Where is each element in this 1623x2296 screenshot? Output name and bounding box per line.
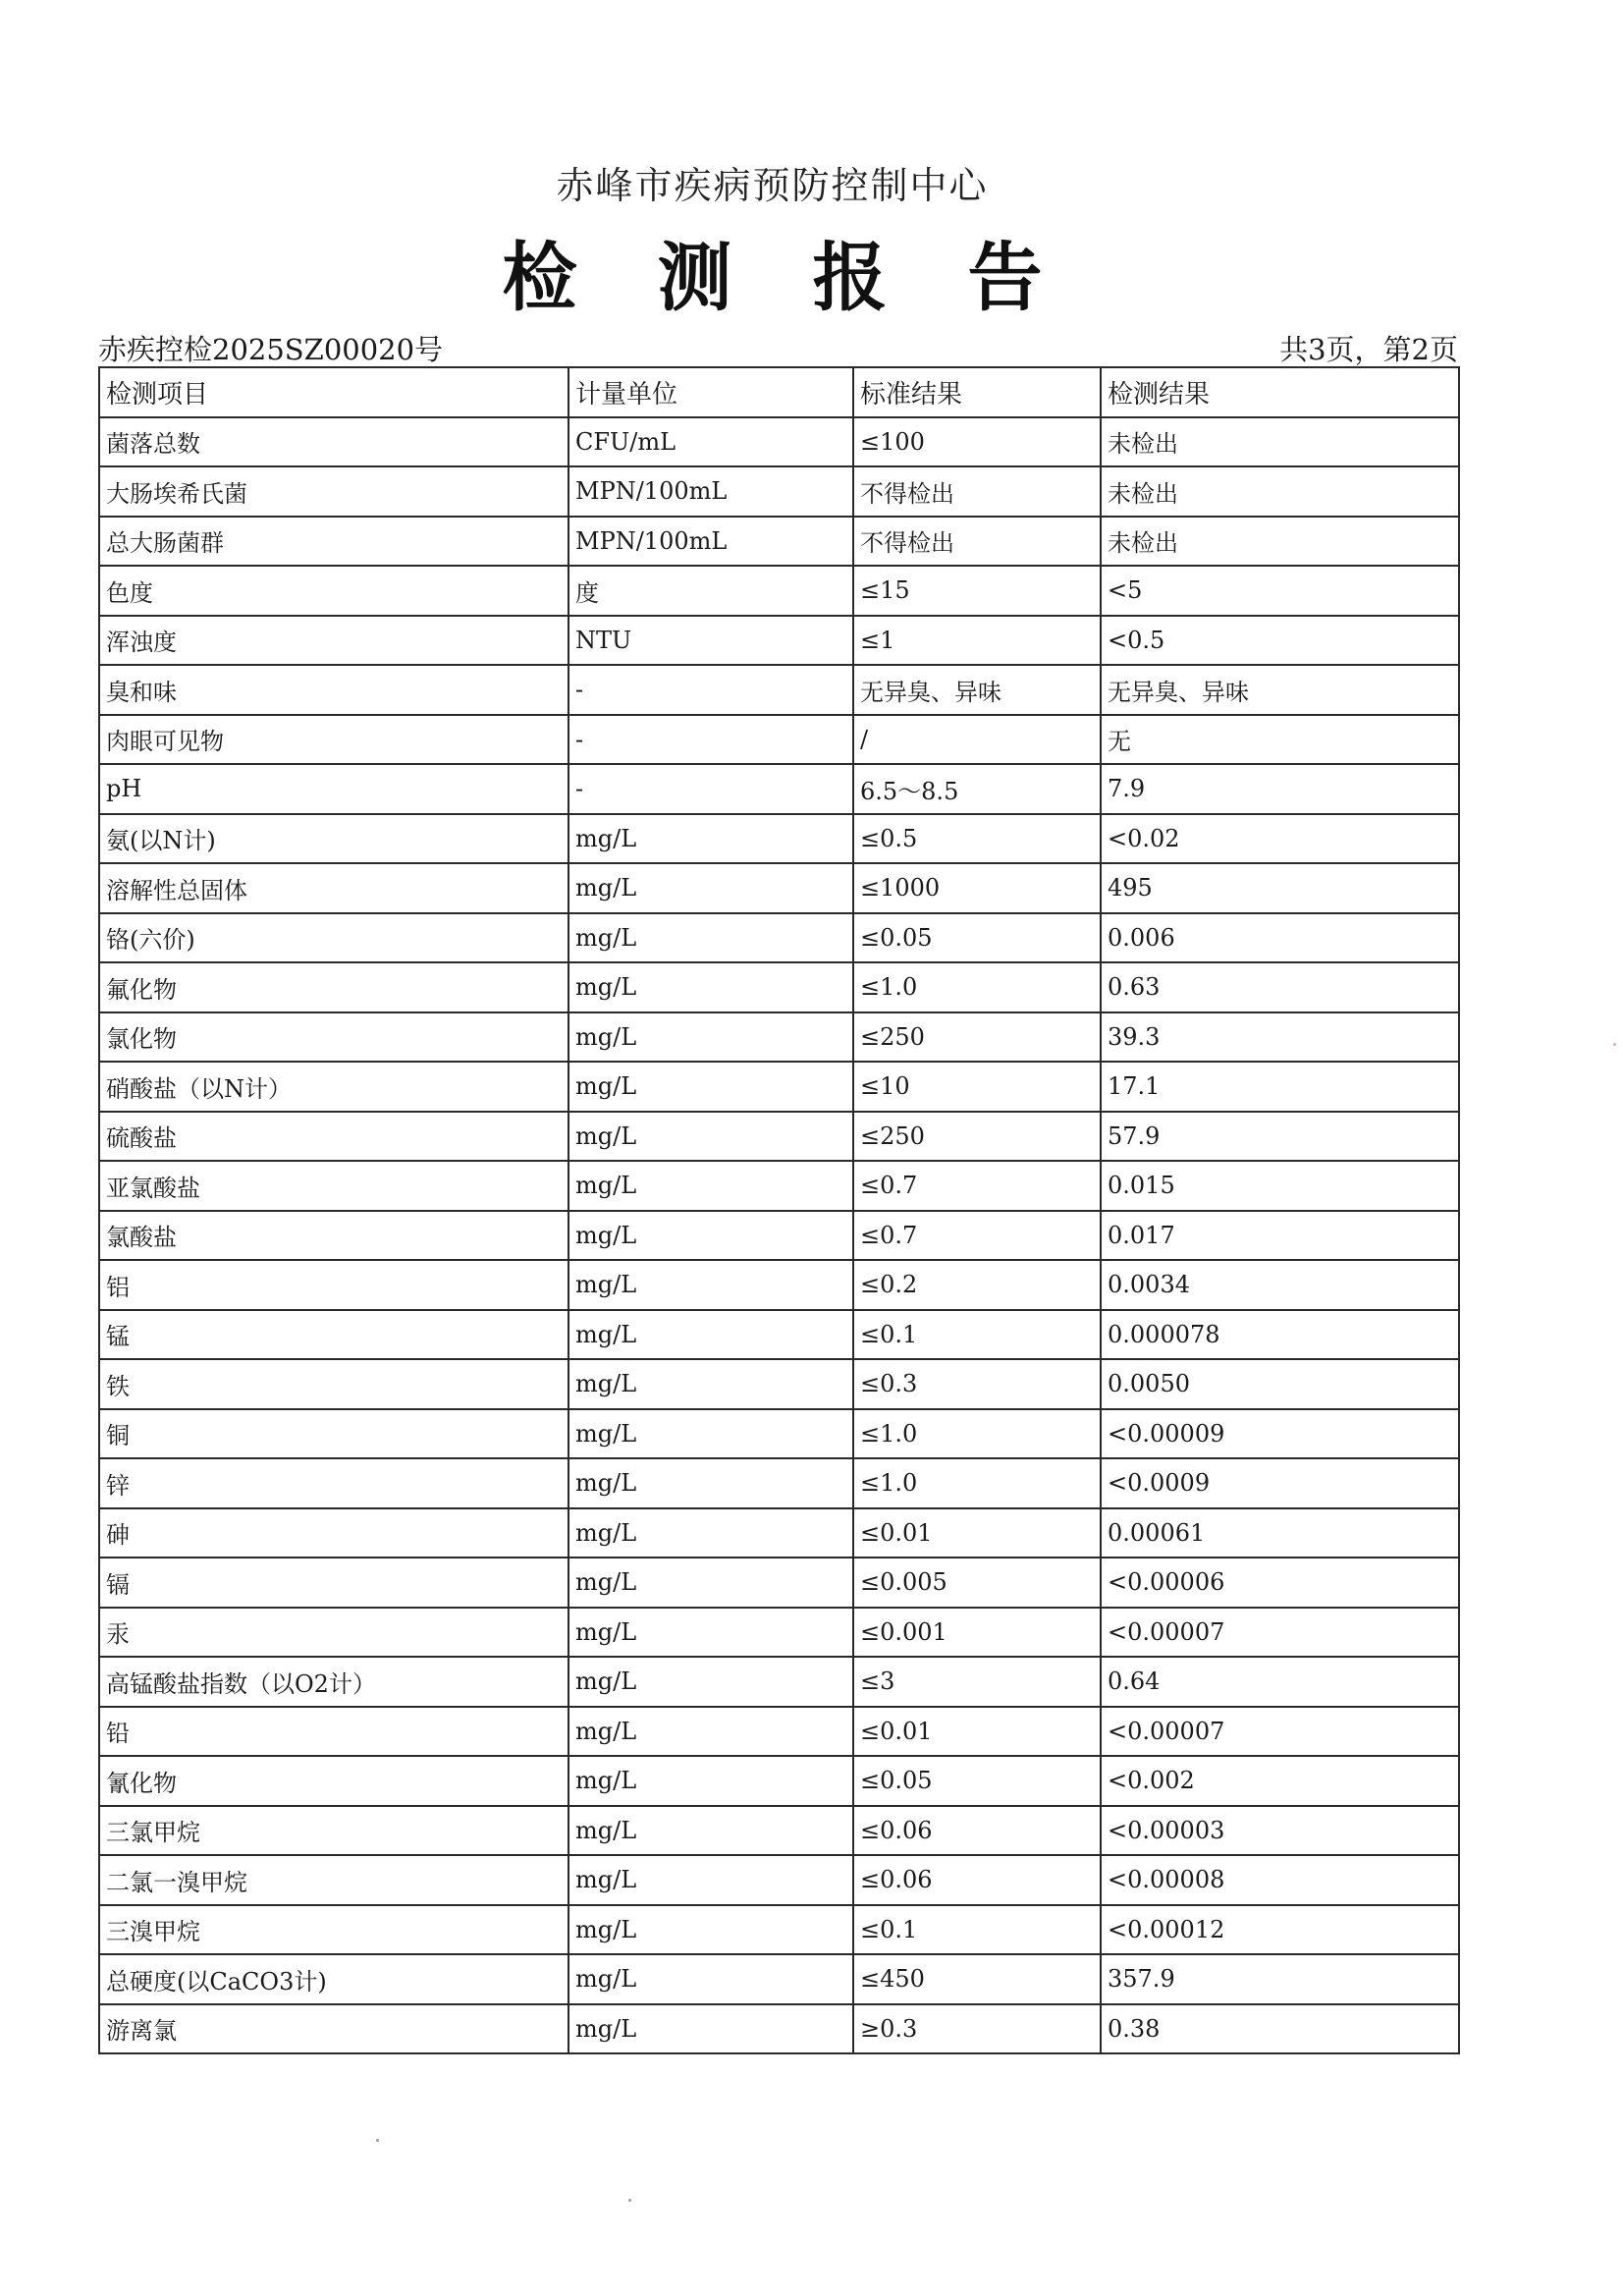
table-row bbox=[99, 1310, 1459, 1360]
standard-cell: 不得检出 bbox=[853, 466, 1101, 517]
unit-cell: mg/L bbox=[568, 1558, 853, 1608]
unit-cell: mg/L bbox=[568, 1161, 853, 1211]
table-row bbox=[99, 1112, 1459, 1162]
result-cell: 57.9 bbox=[1101, 1112, 1459, 1162]
standard-cell: ≤1.0 bbox=[853, 1409, 1101, 1459]
unit-cell: mg/L bbox=[568, 1211, 853, 1261]
table-row bbox=[99, 1954, 1459, 2004]
result-cell: <0.00006 bbox=[1101, 1558, 1459, 1608]
page-info: 共3页，第2页 bbox=[1279, 333, 1458, 366]
unit-cell: mg/L bbox=[568, 1855, 853, 1905]
table-row bbox=[99, 1855, 1459, 1905]
standard-cell: ≤0.3 bbox=[853, 1359, 1101, 1409]
table-header-row bbox=[99, 367, 1459, 417]
item-name-cell: 砷 bbox=[99, 1508, 568, 1558]
result-cell: 无异臭、异味 bbox=[1101, 665, 1459, 715]
item-name-cell: 高锰酸盐指数（以O2计） bbox=[99, 1657, 568, 1707]
result-cell: 0.38 bbox=[1101, 2004, 1459, 2054]
result-cell: 0.015 bbox=[1101, 1161, 1459, 1211]
standard-cell: ≤0.2 bbox=[853, 1260, 1101, 1310]
standard-cell: / bbox=[853, 715, 1101, 765]
table-row bbox=[99, 1806, 1459, 1856]
result-cell: 0.006 bbox=[1101, 913, 1459, 963]
table-row bbox=[99, 1211, 1459, 1261]
unit-cell: MPN/100mL bbox=[568, 517, 853, 567]
item-name-cell: 锰 bbox=[99, 1310, 568, 1360]
result-cell: 未检出 bbox=[1101, 417, 1459, 467]
standard-cell: ≤0.01 bbox=[853, 1508, 1101, 1558]
result-cell: 未检出 bbox=[1101, 466, 1459, 517]
organization-name: 赤峰市疾病预防控制中心 bbox=[556, 164, 989, 207]
table-row bbox=[99, 814, 1459, 864]
unit-cell: 度 bbox=[568, 566, 853, 616]
item-name-cell: 色度 bbox=[99, 566, 568, 616]
result-cell: 无 bbox=[1101, 715, 1459, 765]
item-name-cell: 总硬度(以CaCO3计) bbox=[99, 1954, 568, 2004]
item-name-cell: 三氯甲烷 bbox=[99, 1806, 568, 1856]
result-cell: 17.1 bbox=[1101, 1062, 1459, 1112]
item-name-cell: 氰化物 bbox=[99, 1756, 568, 1806]
result-cell: 0.0050 bbox=[1101, 1359, 1459, 1409]
unit-cell: mg/L bbox=[568, 1359, 853, 1409]
unit-cell: mg/L bbox=[568, 1954, 853, 2004]
item-name-cell: 氟化物 bbox=[99, 962, 568, 1012]
standard-cell: ≤3 bbox=[853, 1657, 1101, 1707]
report-title-char: 检 bbox=[502, 234, 577, 321]
unit-cell: mg/L bbox=[568, 1707, 853, 1757]
result-cell: <0.00009 bbox=[1101, 1409, 1459, 1459]
standard-cell: ≤0.1 bbox=[853, 1905, 1101, 1955]
scan-speck bbox=[628, 2199, 631, 2202]
standard-cell: ≤0.06 bbox=[853, 1855, 1101, 1905]
unit-cell: mg/L bbox=[568, 2004, 853, 2054]
item-name-cell: 镉 bbox=[99, 1558, 568, 1608]
table-row bbox=[99, 616, 1459, 666]
standard-cell: ≤0.7 bbox=[853, 1161, 1101, 1211]
table-row bbox=[99, 417, 1459, 467]
unit-cell: mg/L bbox=[568, 1905, 853, 1955]
report-title bbox=[0, 218, 1544, 325]
table-row bbox=[99, 715, 1459, 765]
item-name-cell: 二氯一溴甲烷 bbox=[99, 1855, 568, 1905]
result-cell: 357.9 bbox=[1101, 1954, 1459, 2004]
unit-cell: mg/L bbox=[568, 1012, 853, 1063]
item-name-cell: 大肠埃希氏菌 bbox=[99, 466, 568, 517]
standard-cell: ≥0.3 bbox=[853, 2004, 1101, 2054]
item-name-cell: 铅 bbox=[99, 1707, 568, 1757]
column-header-item: 检测项目 bbox=[99, 367, 568, 417]
standard-cell: ≤1.0 bbox=[853, 962, 1101, 1012]
unit-cell: - bbox=[568, 665, 853, 715]
unit-cell: - bbox=[568, 715, 853, 765]
column-header-standard: 标准结果 bbox=[853, 367, 1101, 417]
standard-cell: ≤0.5 bbox=[853, 814, 1101, 864]
table-row bbox=[99, 2004, 1459, 2054]
table-row bbox=[99, 1558, 1459, 1608]
standard-cell: ≤0.001 bbox=[853, 1608, 1101, 1658]
unit-cell: mg/L bbox=[568, 1508, 853, 1558]
item-name-cell: 氯酸盐 bbox=[99, 1211, 568, 1261]
result-cell: <0.00007 bbox=[1101, 1608, 1459, 1658]
item-name-cell: 臭和味 bbox=[99, 665, 568, 715]
item-name-cell: 亚氯酸盐 bbox=[99, 1161, 568, 1211]
result-cell: <0.002 bbox=[1101, 1756, 1459, 1806]
unit-cell: - bbox=[568, 764, 853, 814]
table-row bbox=[99, 1458, 1459, 1508]
report-title-char: 告 bbox=[967, 234, 1043, 321]
result-cell: 0.00061 bbox=[1101, 1508, 1459, 1558]
table-row bbox=[99, 1508, 1459, 1558]
table-row bbox=[99, 1756, 1459, 1806]
standard-cell: 不得检出 bbox=[853, 517, 1101, 567]
item-name-cell: 铜 bbox=[99, 1409, 568, 1459]
table-row bbox=[99, 913, 1459, 963]
table-row bbox=[99, 863, 1459, 913]
unit-cell: mg/L bbox=[568, 1062, 853, 1112]
results-table bbox=[98, 366, 1460, 2054]
unit-cell: mg/L bbox=[568, 1458, 853, 1508]
item-name-cell: 浑浊度 bbox=[99, 616, 568, 666]
item-name-cell: 汞 bbox=[99, 1608, 568, 1658]
scan-speck bbox=[1613, 1043, 1616, 1046]
item-name-cell: 肉眼可见物 bbox=[99, 715, 568, 765]
table-row bbox=[99, 1161, 1459, 1211]
standard-cell: ≤250 bbox=[853, 1012, 1101, 1063]
result-cell: 495 bbox=[1101, 863, 1459, 913]
item-name-cell: 铬(六价) bbox=[99, 913, 568, 963]
unit-cell: mg/L bbox=[568, 1260, 853, 1310]
standard-cell: ≤0.05 bbox=[853, 913, 1101, 963]
standard-cell: ≤15 bbox=[853, 566, 1101, 616]
table-body bbox=[99, 417, 1459, 2054]
table-row bbox=[99, 1359, 1459, 1409]
item-name-cell: 锌 bbox=[99, 1458, 568, 1508]
result-cell: 0.017 bbox=[1101, 1211, 1459, 1261]
result-cell: <0.0009 bbox=[1101, 1458, 1459, 1508]
table-row bbox=[99, 1409, 1459, 1459]
item-name-cell: 三溴甲烷 bbox=[99, 1905, 568, 1955]
result-cell: 0.63 bbox=[1101, 962, 1459, 1012]
result-cell: <0.5 bbox=[1101, 616, 1459, 666]
result-cell: <0.00007 bbox=[1101, 1707, 1459, 1757]
standard-cell: ≤0.05 bbox=[853, 1756, 1101, 1806]
standard-cell: ≤0.06 bbox=[853, 1806, 1101, 1856]
report-title-char: 测 bbox=[657, 234, 732, 321]
table-row bbox=[99, 1905, 1459, 1955]
item-name-cell: 硝酸盐（以N计） bbox=[99, 1062, 568, 1112]
table-row bbox=[99, 1062, 1459, 1112]
unit-cell: mg/L bbox=[568, 814, 853, 864]
result-cell: <0.00003 bbox=[1101, 1806, 1459, 1856]
standard-cell: 6.5～8.5 bbox=[853, 764, 1101, 814]
standard-cell: ≤450 bbox=[853, 1954, 1101, 2004]
standard-cell: ≤0.1 bbox=[853, 1310, 1101, 1360]
standard-cell: ≤1000 bbox=[853, 863, 1101, 913]
unit-cell: mg/L bbox=[568, 863, 853, 913]
table-row bbox=[99, 1657, 1459, 1707]
item-name-cell: 氨(以N计) bbox=[99, 814, 568, 864]
standard-cell: ≤0.01 bbox=[853, 1707, 1101, 1757]
result-cell: 未检出 bbox=[1101, 517, 1459, 567]
column-header-unit: 计量单位 bbox=[568, 367, 853, 417]
table-row bbox=[99, 1012, 1459, 1063]
item-name-cell: 游离氯 bbox=[99, 2004, 568, 2054]
unit-cell: mg/L bbox=[568, 1608, 853, 1658]
table-row bbox=[99, 1260, 1459, 1310]
unit-cell: NTU bbox=[568, 616, 853, 666]
table-row bbox=[99, 517, 1459, 567]
result-cell: <0.02 bbox=[1101, 814, 1459, 864]
table-row bbox=[99, 1608, 1459, 1658]
result-cell: 39.3 bbox=[1101, 1012, 1459, 1063]
item-name-cell: pH bbox=[99, 764, 568, 814]
item-name-cell: 铝 bbox=[99, 1260, 568, 1310]
table-row bbox=[99, 665, 1459, 715]
report-title-char: 报 bbox=[812, 234, 888, 321]
standard-cell: ≤10 bbox=[853, 1062, 1101, 1112]
result-cell: <0.00008 bbox=[1101, 1855, 1459, 1905]
result-cell: 7.9 bbox=[1101, 764, 1459, 814]
table-row bbox=[99, 1707, 1459, 1757]
table-row bbox=[99, 566, 1459, 616]
report-number: 赤疾控检2025SZ00020号 bbox=[98, 333, 444, 366]
item-name-cell: 总大肠菌群 bbox=[99, 517, 568, 567]
unit-cell: CFU/mL bbox=[568, 417, 853, 467]
result-cell: <0.00012 bbox=[1101, 1905, 1459, 1955]
result-cell: 0.0034 bbox=[1101, 1260, 1459, 1310]
scan-speck bbox=[376, 2139, 379, 2142]
table-row bbox=[99, 962, 1459, 1012]
result-cell: <5 bbox=[1101, 566, 1459, 616]
unit-cell: mg/L bbox=[568, 1310, 853, 1360]
item-name-cell: 菌落总数 bbox=[99, 417, 568, 467]
standard-cell: 无异臭、异味 bbox=[853, 665, 1101, 715]
column-header-result: 检测结果 bbox=[1101, 367, 1459, 417]
unit-cell: mg/L bbox=[568, 913, 853, 963]
standard-cell: ≤100 bbox=[853, 417, 1101, 467]
standard-cell: ≤250 bbox=[853, 1112, 1101, 1162]
standard-cell: ≤1 bbox=[853, 616, 1101, 666]
unit-cell: mg/L bbox=[568, 962, 853, 1012]
unit-cell: mg/L bbox=[568, 1409, 853, 1459]
standard-cell: ≤1.0 bbox=[853, 1458, 1101, 1508]
unit-cell: mg/L bbox=[568, 1806, 853, 1856]
item-name-cell: 铁 bbox=[99, 1359, 568, 1409]
standard-cell: ≤0.005 bbox=[853, 1558, 1101, 1608]
table-row bbox=[99, 466, 1459, 517]
item-name-cell: 硫酸盐 bbox=[99, 1112, 568, 1162]
standard-cell: ≤0.7 bbox=[853, 1211, 1101, 1261]
unit-cell: MPN/100mL bbox=[568, 466, 853, 517]
table-row bbox=[99, 764, 1459, 814]
result-cell: 0.64 bbox=[1101, 1657, 1459, 1707]
unit-cell: mg/L bbox=[568, 1657, 853, 1707]
result-cell: 0.000078 bbox=[1101, 1310, 1459, 1360]
unit-cell: mg/L bbox=[568, 1756, 853, 1806]
item-name-cell: 氯化物 bbox=[99, 1012, 568, 1063]
unit-cell: mg/L bbox=[568, 1112, 853, 1162]
item-name-cell: 溶解性总固体 bbox=[99, 863, 568, 913]
